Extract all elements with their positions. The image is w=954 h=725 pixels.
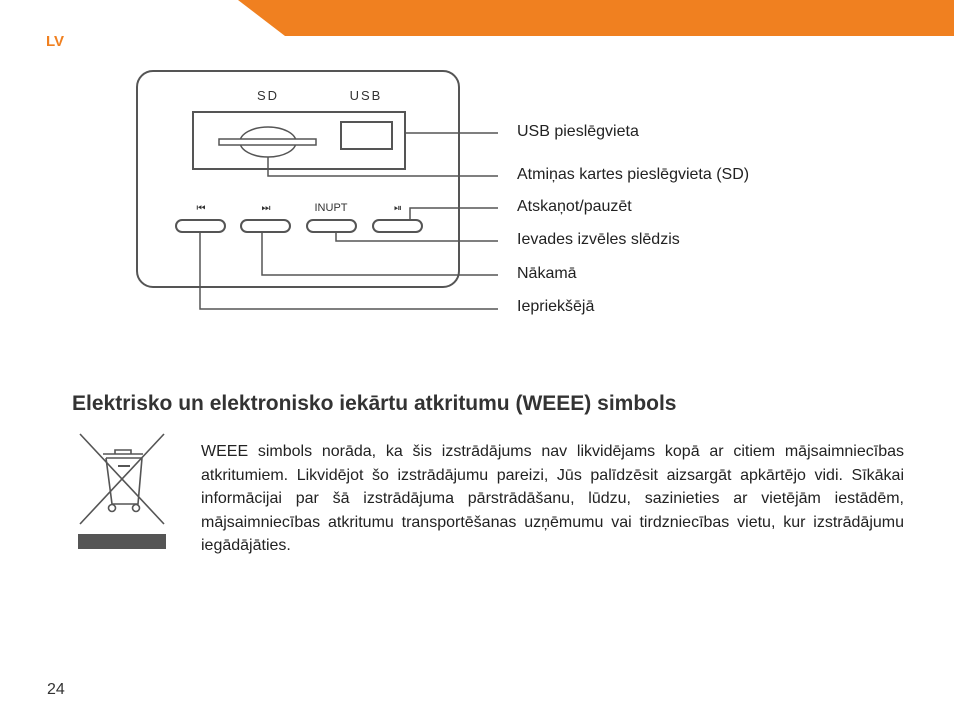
input-button [307, 220, 356, 232]
play-pause-button [373, 220, 422, 232]
callout-next: Nākamā [517, 265, 577, 282]
sd-slot [219, 127, 316, 157]
leader-input [336, 232, 498, 241]
language-tag: LV [46, 33, 65, 50]
control-panel-diagram [0, 0, 954, 340]
leader-sd [268, 157, 498, 176]
callout-sd-slot: Atmiņas kartes pieslēgvieta (SD) [517, 166, 750, 183]
leader-next [262, 232, 498, 275]
sd-label: SD [256, 88, 280, 103]
weee-heading: Elektrisko un elektronisko iekārtu atkritumu (WEEE) simbols [72, 392, 677, 415]
panel-outline [137, 71, 459, 287]
play-pause-symbol: ⏯ [394, 203, 402, 214]
next-button [241, 220, 290, 232]
next-symbol: ⏭ [261, 203, 271, 214]
callout-usb-port: USB pieslēgvieta [517, 123, 639, 140]
input-label: INUPT [314, 202, 348, 214]
page-number: 24 [47, 681, 65, 698]
prev-button [176, 220, 225, 232]
usb-label: USB [349, 88, 383, 103]
leader-play [410, 208, 498, 220]
callout-play-pause: Atskaņot/pauzēt [517, 198, 632, 215]
weee-description: WEEE simbols norāda, ka šis izstrādājums nav likvidējams kopā ar citiem mājsaimniecības atkritumiem. Likvidējot šo izstrādājumu pareizi, Jūs palīdzēsit aizsargāt apkārtējo vidi. Sīkākai informācijai par šā izstrādājuma pārstrādāšanu, lūdzu, sazinieties ar vietējām iestādēm, mājsaimniecības atkritumu transportēšanas uzņēmumu vai tirdzniecības vietu, kur izstrādājumu iegādājāties. [201, 443, 904, 554]
callout-previous: Iepriekšējā [517, 298, 595, 315]
leader-prev [200, 232, 498, 309]
crossed-out-wheelie-bin-icon [76, 432, 168, 552]
usb-port [341, 122, 392, 149]
callout-input-switch: Ievades izvēles slēdzis [517, 231, 680, 248]
prev-symbol: ⏮ [196, 203, 206, 214]
